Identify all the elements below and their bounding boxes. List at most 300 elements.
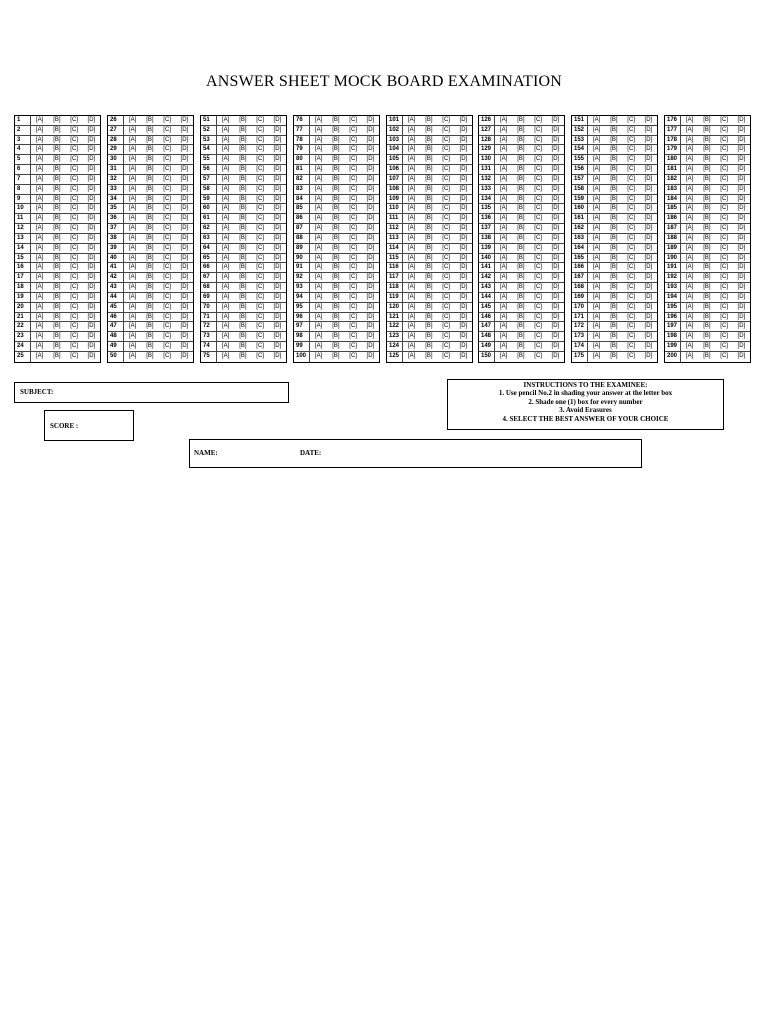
answer-option-box[interactable]: [C] xyxy=(720,323,728,330)
answer-option-box[interactable]: [D] xyxy=(366,117,375,123)
answer-option-box[interactable]: [D] xyxy=(366,352,375,359)
answer-option-box[interactable]: [D] xyxy=(459,166,468,173)
answer-option-box[interactable]: [B] xyxy=(53,185,61,192)
answer-option-box[interactable]: [A] xyxy=(221,146,230,153)
answer-option-box[interactable]: [C] xyxy=(442,343,450,350)
answer-option-box[interactable]: [B] xyxy=(332,333,340,340)
subject-field[interactable] xyxy=(14,382,289,403)
answer-option-box[interactable]: [A] xyxy=(128,333,137,340)
answer-option-box[interactable]: [B] xyxy=(53,136,61,143)
answer-option-box[interactable]: [D] xyxy=(87,146,96,153)
answer-option-box[interactable]: [C] xyxy=(70,156,78,163)
answer-option-box[interactable]: [C] xyxy=(349,166,357,173)
answer-option-box[interactable]: [B] xyxy=(332,136,340,143)
answer-option-box[interactable]: [C] xyxy=(70,195,78,202)
answer-option-box[interactable]: [A] xyxy=(128,225,137,232)
answer-option-box[interactable]: [C] xyxy=(534,156,542,163)
answer-option-box[interactable]: [B] xyxy=(146,205,154,212)
answer-option-box[interactable]: [C] xyxy=(163,156,171,163)
answer-option-box[interactable]: [B] xyxy=(146,264,154,271)
answer-option-box[interactable]: [A] xyxy=(499,352,508,359)
answer-option-box[interactable]: [B] xyxy=(610,323,618,330)
answer-option-box[interactable]: [B] xyxy=(610,234,618,241)
answer-option-box[interactable]: [B] xyxy=(146,293,154,300)
answer-option-box[interactable]: [B] xyxy=(53,274,61,281)
answer-option-box[interactable]: [B] xyxy=(53,215,61,222)
answer-option-box[interactable]: [C] xyxy=(627,264,635,271)
answer-option-box[interactable]: [C] xyxy=(627,244,635,251)
answer-option-box[interactable]: [B] xyxy=(332,303,340,310)
answer-option-box[interactable]: [D] xyxy=(737,195,746,202)
answer-option-box[interactable]: [B] xyxy=(332,293,340,300)
answer-option-box[interactable]: [C] xyxy=(70,166,78,173)
answer-option-box[interactable]: [D] xyxy=(180,303,189,310)
answer-option-box[interactable]: [D] xyxy=(87,333,96,340)
answer-option-box[interactable]: [C] xyxy=(256,126,264,133)
answer-option-box[interactable]: [B] xyxy=(53,303,61,310)
answer-option-box[interactable]: [C] xyxy=(534,333,542,340)
answer-option-box[interactable]: [C] xyxy=(627,185,635,192)
answer-option-box[interactable]: [A] xyxy=(35,352,44,359)
answer-option-box[interactable]: [A] xyxy=(407,284,416,291)
answer-option-box[interactable]: [A] xyxy=(35,333,44,340)
answer-option-box[interactable]: [A] xyxy=(685,185,694,192)
answer-option-box[interactable]: [B] xyxy=(703,156,711,163)
answer-option-box[interactable]: [B] xyxy=(239,244,247,251)
answer-option-box[interactable]: [B] xyxy=(332,284,340,291)
answer-option-box[interactable]: [B] xyxy=(332,352,340,359)
answer-option-box[interactable]: [A] xyxy=(407,195,416,202)
answer-option-box[interactable]: [B] xyxy=(332,274,340,281)
answer-option-box[interactable]: [C] xyxy=(256,195,264,202)
answer-option-box[interactable]: [B] xyxy=(332,323,340,330)
answer-option-box[interactable]: [C] xyxy=(720,274,728,281)
answer-option-box[interactable]: [D] xyxy=(366,205,375,212)
answer-option-box[interactable]: [B] xyxy=(146,126,154,133)
answer-option-box[interactable]: [C] xyxy=(627,293,635,300)
answer-option-box[interactable]: [A] xyxy=(221,264,230,271)
answer-option-box[interactable]: [A] xyxy=(592,117,601,123)
answer-option-box[interactable]: [D] xyxy=(273,343,282,350)
answer-option-box[interactable]: [D] xyxy=(459,323,468,330)
answer-option-box[interactable]: [B] xyxy=(610,195,618,202)
answer-option-box[interactable]: [B] xyxy=(610,303,618,310)
answer-option-box[interactable]: [D] xyxy=(87,313,96,320)
answer-option-box[interactable]: [B] xyxy=(239,313,247,320)
answer-option-box[interactable]: [A] xyxy=(314,303,323,310)
answer-option-box[interactable]: [D] xyxy=(737,117,746,123)
answer-option-box[interactable]: [B] xyxy=(703,333,711,340)
answer-option-box[interactable]: [B] xyxy=(146,117,154,123)
answer-option-box[interactable]: [B] xyxy=(610,146,618,153)
answer-option-box[interactable]: [B] xyxy=(610,244,618,251)
answer-option-box[interactable]: [B] xyxy=(425,225,433,232)
answer-option-box[interactable]: [B] xyxy=(425,156,433,163)
answer-option-box[interactable]: [D] xyxy=(644,126,653,133)
answer-option-box[interactable]: [B] xyxy=(517,323,525,330)
answer-option-box[interactable]: [D] xyxy=(459,352,468,359)
answer-option-box[interactable]: [B] xyxy=(146,343,154,350)
answer-option-box[interactable]: [C] xyxy=(349,195,357,202)
answer-option-box[interactable]: [D] xyxy=(273,166,282,173)
answer-option-box[interactable]: [A] xyxy=(407,352,416,359)
answer-option-box[interactable]: [B] xyxy=(703,303,711,310)
answer-option-box[interactable]: [C] xyxy=(349,175,357,182)
answer-option-box[interactable]: [A] xyxy=(592,225,601,232)
answer-option-box[interactable]: [C] xyxy=(163,274,171,281)
answer-option-box[interactable]: [C] xyxy=(163,205,171,212)
answer-option-box[interactable]: [C] xyxy=(163,293,171,300)
answer-option-box[interactable]: [A] xyxy=(499,303,508,310)
answer-option-box[interactable]: [D] xyxy=(644,185,653,192)
answer-option-box[interactable]: [B] xyxy=(425,323,433,330)
answer-option-box[interactable]: [C] xyxy=(442,205,450,212)
answer-option-box[interactable]: [D] xyxy=(459,117,468,123)
answer-option-box[interactable]: [C] xyxy=(442,264,450,271)
answer-option-box[interactable]: [C] xyxy=(256,166,264,173)
answer-option-box[interactable]: [D] xyxy=(459,274,468,281)
answer-option-box[interactable]: [C] xyxy=(70,264,78,271)
answer-option-box[interactable]: [A] xyxy=(35,166,44,173)
answer-option-box[interactable]: [B] xyxy=(53,146,61,153)
answer-option-box[interactable]: [D] xyxy=(551,225,560,232)
answer-option-box[interactable]: [A] xyxy=(128,234,137,241)
answer-option-box[interactable]: [D] xyxy=(273,205,282,212)
answer-option-box[interactable]: [C] xyxy=(163,343,171,350)
answer-option-box[interactable]: [A] xyxy=(314,352,323,359)
answer-option-box[interactable]: [D] xyxy=(87,303,96,310)
answer-option-box[interactable]: [A] xyxy=(407,234,416,241)
answer-option-box[interactable]: [D] xyxy=(459,254,468,261)
answer-option-box[interactable]: [C] xyxy=(627,254,635,261)
answer-option-box[interactable]: [C] xyxy=(349,303,357,310)
answer-option-box[interactable]: [B] xyxy=(610,156,618,163)
answer-option-box[interactable]: [B] xyxy=(610,293,618,300)
answer-option-box[interactable]: [D] xyxy=(366,254,375,261)
answer-option-box[interactable]: [C] xyxy=(70,293,78,300)
answer-option-box[interactable]: [C] xyxy=(256,234,264,241)
answer-option-box[interactable]: [D] xyxy=(273,234,282,241)
answer-option-box[interactable]: [B] xyxy=(53,234,61,241)
answer-option-box[interactable]: [C] xyxy=(70,284,78,291)
answer-option-box[interactable]: [C] xyxy=(256,205,264,212)
answer-option-box[interactable]: [A] xyxy=(221,185,230,192)
answer-option-box[interactable]: [C] xyxy=(627,234,635,241)
answer-option-box[interactable]: [A] xyxy=(221,274,230,281)
answer-option-box[interactable]: [B] xyxy=(425,293,433,300)
answer-option-box[interactable]: [B] xyxy=(610,215,618,222)
answer-option-box[interactable]: [D] xyxy=(180,126,189,133)
answer-option-box[interactable]: [A] xyxy=(499,284,508,291)
answer-option-box[interactable]: [C] xyxy=(163,215,171,222)
answer-option-box[interactable]: [A] xyxy=(592,352,601,359)
answer-option-box[interactable]: [A] xyxy=(592,175,601,182)
answer-option-box[interactable]: [C] xyxy=(256,244,264,251)
answer-option-box[interactable]: [C] xyxy=(442,284,450,291)
answer-option-box[interactable]: [D] xyxy=(273,185,282,192)
answer-option-box[interactable]: [C] xyxy=(256,156,264,163)
answer-option-box[interactable]: [D] xyxy=(644,244,653,251)
answer-option-box[interactable]: [A] xyxy=(35,274,44,281)
answer-option-box[interactable]: [B] xyxy=(239,136,247,143)
answer-option-box[interactable]: [B] xyxy=(146,352,154,359)
answer-option-box[interactable]: [B] xyxy=(610,126,618,133)
answer-option-box[interactable]: [A] xyxy=(499,205,508,212)
answer-option-box[interactable]: [A] xyxy=(128,343,137,350)
answer-option-box[interactable]: [A] xyxy=(685,254,694,261)
answer-option-box[interactable]: [D] xyxy=(273,313,282,320)
answer-option-box[interactable]: [B] xyxy=(610,136,618,143)
answer-option-box[interactable]: [A] xyxy=(314,146,323,153)
answer-option-box[interactable]: [D] xyxy=(644,146,653,153)
answer-option-box[interactable]: [B] xyxy=(610,117,618,123)
answer-option-box[interactable]: [D] xyxy=(644,156,653,163)
answer-option-box[interactable]: [A] xyxy=(128,323,137,330)
answer-option-box[interactable]: [A] xyxy=(35,264,44,271)
answer-option-box[interactable]: [A] xyxy=(592,274,601,281)
answer-option-box[interactable]: [D] xyxy=(551,284,560,291)
answer-option-box[interactable]: [B] xyxy=(146,284,154,291)
answer-option-box[interactable]: [C] xyxy=(70,343,78,350)
answer-option-box[interactable]: [A] xyxy=(314,136,323,143)
answer-option-box[interactable]: [C] xyxy=(534,284,542,291)
answer-option-box[interactable]: [B] xyxy=(146,146,154,153)
answer-option-box[interactable]: [D] xyxy=(366,175,375,182)
answer-option-box[interactable]: [D] xyxy=(366,195,375,202)
answer-option-box[interactable]: [A] xyxy=(499,117,508,123)
answer-option-box[interactable]: [A] xyxy=(592,205,601,212)
answer-option-box[interactable]: [D] xyxy=(551,215,560,222)
answer-option-box[interactable]: [C] xyxy=(534,205,542,212)
answer-option-box[interactable]: [B] xyxy=(53,175,61,182)
answer-option-box[interactable]: [C] xyxy=(720,333,728,340)
answer-option-box[interactable]: [C] xyxy=(534,303,542,310)
answer-option-box[interactable]: [A] xyxy=(592,185,601,192)
answer-option-box[interactable]: [A] xyxy=(314,156,323,163)
answer-option-box[interactable]: [A] xyxy=(407,343,416,350)
answer-option-box[interactable]: [A] xyxy=(685,323,694,330)
answer-option-box[interactable]: [B] xyxy=(425,185,433,192)
answer-option-box[interactable]: [A] xyxy=(499,136,508,143)
answer-option-box[interactable]: [B] xyxy=(425,313,433,320)
answer-option-box[interactable]: [D] xyxy=(366,126,375,133)
answer-option-box[interactable]: [D] xyxy=(273,126,282,133)
answer-option-box[interactable]: [B] xyxy=(703,117,711,123)
answer-option-box[interactable]: [C] xyxy=(70,333,78,340)
answer-option-box[interactable]: [C] xyxy=(720,303,728,310)
answer-option-box[interactable]: [C] xyxy=(442,166,450,173)
answer-option-box[interactable]: [B] xyxy=(610,313,618,320)
answer-option-box[interactable]: [C] xyxy=(256,343,264,350)
answer-option-box[interactable]: [D] xyxy=(87,117,96,123)
answer-option-box[interactable]: [B] xyxy=(517,254,525,261)
answer-option-box[interactable]: [C] xyxy=(70,117,78,123)
answer-option-box[interactable]: [B] xyxy=(517,175,525,182)
answer-option-box[interactable]: [A] xyxy=(314,225,323,232)
answer-option-box[interactable]: [D] xyxy=(180,185,189,192)
answer-option-box[interactable]: [B] xyxy=(517,185,525,192)
answer-option-box[interactable]: [A] xyxy=(499,146,508,153)
answer-option-box[interactable]: [A] xyxy=(35,156,44,163)
answer-option-box[interactable]: [C] xyxy=(442,333,450,340)
answer-option-box[interactable]: [D] xyxy=(273,323,282,330)
answer-option-box[interactable]: [D] xyxy=(551,126,560,133)
answer-option-box[interactable]: [B] xyxy=(53,352,61,359)
answer-option-box[interactable]: [A] xyxy=(685,293,694,300)
answer-option-box[interactable]: [A] xyxy=(407,274,416,281)
answer-option-box[interactable]: [D] xyxy=(737,126,746,133)
answer-option-box[interactable]: [A] xyxy=(592,264,601,271)
answer-option-box[interactable]: [B] xyxy=(425,264,433,271)
answer-option-box[interactable]: [D] xyxy=(180,323,189,330)
answer-option-box[interactable]: [B] xyxy=(53,264,61,271)
answer-option-box[interactable]: [C] xyxy=(442,303,450,310)
answer-option-box[interactable]: [C] xyxy=(70,254,78,261)
answer-option-box[interactable]: [B] xyxy=(517,293,525,300)
answer-option-box[interactable]: [B] xyxy=(703,244,711,251)
answer-option-box[interactable]: [D] xyxy=(87,343,96,350)
answer-option-box[interactable]: [A] xyxy=(499,274,508,281)
answer-option-box[interactable]: [D] xyxy=(180,333,189,340)
answer-option-box[interactable]: [D] xyxy=(180,274,189,281)
answer-option-box[interactable]: [A] xyxy=(314,205,323,212)
answer-option-box[interactable]: [B] xyxy=(332,166,340,173)
answer-option-box[interactable]: [D] xyxy=(551,244,560,251)
answer-option-box[interactable]: [B] xyxy=(517,195,525,202)
answer-option-box[interactable]: [A] xyxy=(221,343,230,350)
answer-option-box[interactable]: [C] xyxy=(720,156,728,163)
answer-option-box[interactable]: [B] xyxy=(517,166,525,173)
answer-option-box[interactable]: [C] xyxy=(627,303,635,310)
answer-option-box[interactable]: [D] xyxy=(551,175,560,182)
answer-option-box[interactable]: [A] xyxy=(221,293,230,300)
answer-option-box[interactable]: [D] xyxy=(87,264,96,271)
answer-option-box[interactable]: [C] xyxy=(720,136,728,143)
answer-option-box[interactable]: [D] xyxy=(87,293,96,300)
answer-option-box[interactable]: [C] xyxy=(349,343,357,350)
answer-option-box[interactable]: [A] xyxy=(685,225,694,232)
answer-option-box[interactable]: [B] xyxy=(332,254,340,261)
answer-option-box[interactable]: [D] xyxy=(87,254,96,261)
answer-option-box[interactable]: [C] xyxy=(534,166,542,173)
answer-option-box[interactable]: [C] xyxy=(534,234,542,241)
answer-option-box[interactable]: [B] xyxy=(517,284,525,291)
answer-option-box[interactable]: [D] xyxy=(459,234,468,241)
answer-option-box[interactable]: [A] xyxy=(499,313,508,320)
answer-option-box[interactable]: [B] xyxy=(703,254,711,261)
answer-option-box[interactable]: [B] xyxy=(332,185,340,192)
answer-option-box[interactable]: [D] xyxy=(551,352,560,359)
answer-option-box[interactable]: [B] xyxy=(239,234,247,241)
answer-option-box[interactable]: [A] xyxy=(407,244,416,251)
answer-option-box[interactable]: [A] xyxy=(499,175,508,182)
answer-option-box[interactable]: [B] xyxy=(332,234,340,241)
answer-option-box[interactable]: [A] xyxy=(499,254,508,261)
answer-option-box[interactable]: [B] xyxy=(146,166,154,173)
answer-option-box[interactable]: [D] xyxy=(551,264,560,271)
answer-option-box[interactable]: [A] xyxy=(35,215,44,222)
answer-option-box[interactable]: [B] xyxy=(53,343,61,350)
answer-option-box[interactable]: [B] xyxy=(53,333,61,340)
answer-option-box[interactable]: [D] xyxy=(366,274,375,281)
answer-option-box[interactable]: [D] xyxy=(87,234,96,241)
answer-option-box[interactable]: [A] xyxy=(499,234,508,241)
answer-option-box[interactable]: [D] xyxy=(644,333,653,340)
answer-option-box[interactable]: [D] xyxy=(180,234,189,241)
answer-option-box[interactable]: [D] xyxy=(459,313,468,320)
answer-option-box[interactable]: [B] xyxy=(332,126,340,133)
answer-option-box[interactable]: [C] xyxy=(442,146,450,153)
answer-option-box[interactable]: [D] xyxy=(366,234,375,241)
answer-option-box[interactable]: [A] xyxy=(314,166,323,173)
answer-option-box[interactable]: [C] xyxy=(534,254,542,261)
answer-option-box[interactable]: [B] xyxy=(610,343,618,350)
answer-option-box[interactable]: [B] xyxy=(517,234,525,241)
answer-option-box[interactable]: [B] xyxy=(425,205,433,212)
answer-option-box[interactable]: [A] xyxy=(407,175,416,182)
answer-option-box[interactable]: [C] xyxy=(349,126,357,133)
answer-option-box[interactable]: [B] xyxy=(146,303,154,310)
answer-option-box[interactable]: [B] xyxy=(425,254,433,261)
answer-option-box[interactable]: [D] xyxy=(180,293,189,300)
answer-option-box[interactable]: [D] xyxy=(273,146,282,153)
answer-option-box[interactable]: [C] xyxy=(534,352,542,359)
answer-option-box[interactable]: [A] xyxy=(499,195,508,202)
answer-option-box[interactable]: [D] xyxy=(644,195,653,202)
answer-option-box[interactable]: [A] xyxy=(407,126,416,133)
answer-option-box[interactable]: [D] xyxy=(737,293,746,300)
answer-option-box[interactable]: [A] xyxy=(128,126,137,133)
answer-option-box[interactable]: [C] xyxy=(349,313,357,320)
answer-option-box[interactable]: [D] xyxy=(551,313,560,320)
answer-option-box[interactable]: [A] xyxy=(35,234,44,241)
answer-option-box[interactable]: [D] xyxy=(273,293,282,300)
answer-option-box[interactable]: [D] xyxy=(551,166,560,173)
answer-option-box[interactable]: [D] xyxy=(459,284,468,291)
answer-option-box[interactable]: [A] xyxy=(35,244,44,251)
answer-option-box[interactable]: [B] xyxy=(425,175,433,182)
answer-option-box[interactable]: [A] xyxy=(407,333,416,340)
answer-option-box[interactable]: [A] xyxy=(407,293,416,300)
answer-option-box[interactable]: [C] xyxy=(256,303,264,310)
answer-option-box[interactable]: [C] xyxy=(70,313,78,320)
answer-option-box[interactable]: [B] xyxy=(610,185,618,192)
answer-option-box[interactable]: [C] xyxy=(534,264,542,271)
answer-option-box[interactable]: [B] xyxy=(517,352,525,359)
answer-option-box[interactable]: [A] xyxy=(685,352,694,359)
answer-option-box[interactable]: [B] xyxy=(610,166,618,173)
answer-option-box[interactable]: [B] xyxy=(332,195,340,202)
answer-option-box[interactable]: [D] xyxy=(273,117,282,123)
answer-option-box[interactable]: [A] xyxy=(221,117,230,123)
answer-option-box[interactable]: [B] xyxy=(425,146,433,153)
answer-option-box[interactable]: [D] xyxy=(273,254,282,261)
answer-option-box[interactable]: [A] xyxy=(592,195,601,202)
answer-option-box[interactable]: [C] xyxy=(349,352,357,359)
answer-option-box[interactable]: [C] xyxy=(163,352,171,359)
answer-option-box[interactable]: [D] xyxy=(644,323,653,330)
answer-option-box[interactable]: [A] xyxy=(499,215,508,222)
answer-option-box[interactable]: [A] xyxy=(314,195,323,202)
answer-option-box[interactable]: [C] xyxy=(256,284,264,291)
answer-option-box[interactable]: [A] xyxy=(314,185,323,192)
answer-option-box[interactable]: [A] xyxy=(685,166,694,173)
answer-option-box[interactable]: [C] xyxy=(627,333,635,340)
answer-option-box[interactable]: [A] xyxy=(499,126,508,133)
answer-option-box[interactable]: [D] xyxy=(273,303,282,310)
answer-option-box[interactable]: [D] xyxy=(551,234,560,241)
answer-option-box[interactable]: [B] xyxy=(332,205,340,212)
